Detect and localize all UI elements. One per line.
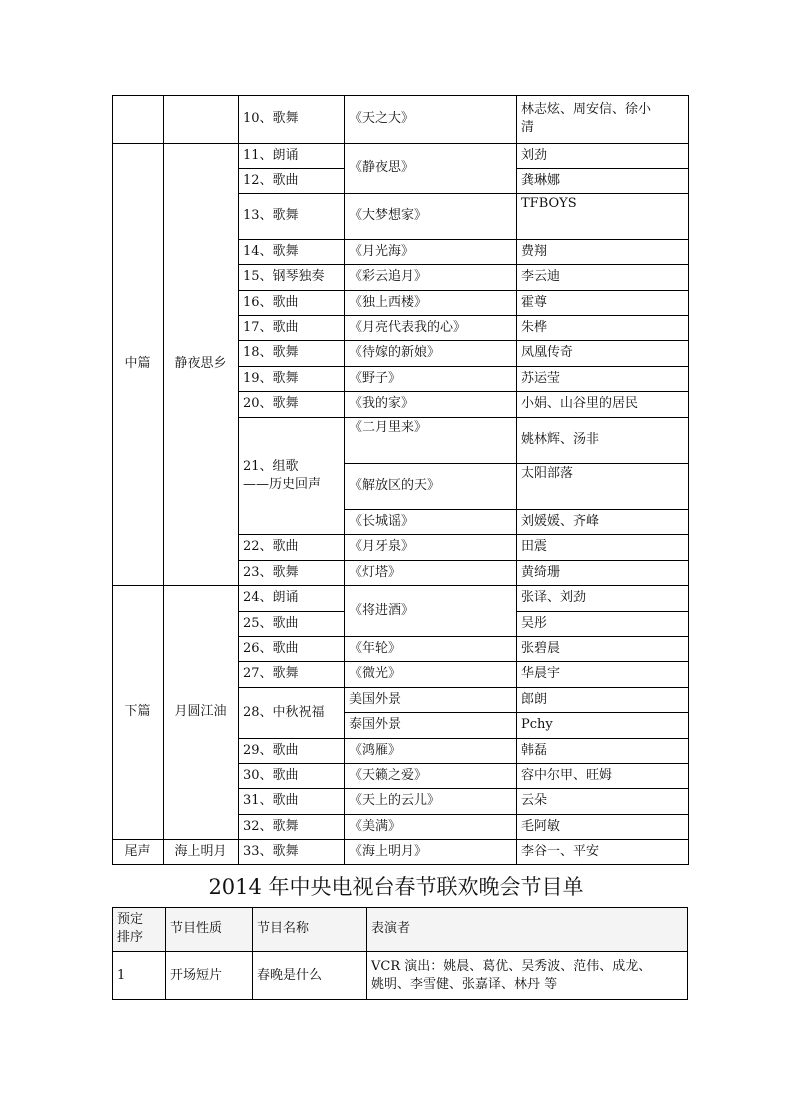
program-title-cell: 美国外景 [349, 691, 402, 707]
performer-cell: 苏运莹 [521, 370, 561, 386]
program-item-cell: 20、歌舞 [243, 396, 299, 411]
performer-cell: 龚琳娜 [521, 172, 561, 188]
performer-cell: 容中尔甲、旺姆 [521, 767, 613, 783]
program-item-cell: 22、歌曲 [243, 539, 299, 554]
program-table-2014-spring-gala [112, 907, 688, 1000]
program-title-cell: 《彩云追月》 [349, 269, 428, 284]
program-title-cell: 《美满》 [349, 818, 402, 834]
program-title-cell: 《天之大》 [349, 111, 415, 126]
program-item-cell: 32、歌舞 [243, 818, 299, 834]
table-cell-performers: VCR 演出：姚晨、葛优、吴秀波、范伟、成龙、 姚明、李雪健、张嘉译、林丹 等 [371, 958, 652, 992]
program-title-cell: 《独上西楼》 [349, 294, 428, 310]
program-item-cell: 29、歌曲 [243, 742, 299, 758]
program-item-cell: 27、歌舞 [243, 666, 299, 681]
program-title-cell: 《灯塔》 [349, 564, 402, 580]
section-name-cell: 下篇 [124, 704, 151, 719]
program-title-cell: 《年轮》 [349, 640, 402, 656]
program-title-cell: 泰国外景 [349, 717, 402, 732]
header-performers: 表演者 [371, 921, 411, 936]
program-item-cell: 28、中秋祝福 [243, 704, 325, 720]
performer-cell: 小娟、山谷里的居民 [521, 396, 639, 411]
program-item-cell: 26、歌曲 [243, 640, 299, 656]
program-title-cell: 《野子》 [349, 370, 402, 386]
program-title-cell: 《解放区的天》 [349, 478, 441, 493]
program-item-cell: 33、歌舞 [243, 843, 299, 859]
program-title-cell: 《将进酒》 [349, 602, 415, 618]
program-title-cell: 《大梦想家》 [349, 208, 428, 223]
section-theme-cell [163, 95, 238, 143]
program-item-cell: 12、歌曲 [243, 172, 299, 188]
performer-cell: 毛阿敏 [521, 818, 561, 834]
header-program-name: 节目名称 [257, 921, 310, 936]
performer-cell: 朱桦 [521, 319, 548, 335]
program-item-cell: 24、朗诵 [243, 590, 299, 605]
program-title-cell: 《待嫁的新娘》 [349, 345, 441, 360]
performer-cell: Pchy [521, 717, 553, 732]
performer-cell: 林志炫、周安信、徐小 清 [521, 102, 652, 135]
program-item-cell: 17、歌曲 [243, 319, 299, 335]
performer-cell: 霍尊 [521, 294, 548, 310]
program-item-cell: 11、朗诵 [243, 147, 299, 163]
program-title-cell: 《天籁之爱》 [349, 767, 428, 783]
program-item-cell: 23、歌舞 [243, 564, 299, 580]
table-cell-name: 春晚是什么 [257, 967, 323, 983]
performer-cell: 吴彤 [521, 615, 548, 631]
program-item-cell: 14、歌舞 [243, 243, 299, 259]
performer-cell: 韩磊 [521, 742, 548, 758]
performer-cell: 李谷一、平安 [521, 843, 600, 859]
header-program-type: 节目性质 [170, 921, 223, 936]
program-item-cell: 31、歌曲 [243, 793, 299, 808]
performer-cell: 黄绮珊 [521, 564, 561, 580]
performer-cell: 张译、刘劲 [521, 590, 587, 605]
section-name-cell: 中篇 [124, 356, 151, 371]
program-title-cell: 《鸿雁》 [349, 742, 402, 758]
program-title-cell: 《我的家》 [349, 396, 415, 411]
performer-cell: 李云迪 [521, 269, 561, 284]
program-title-cell: 《静夜思》 [349, 160, 415, 175]
program-item-cell: 16、歌曲 [243, 294, 299, 310]
performer-cell: 刘媛媛、齐峰 [521, 513, 600, 529]
program-title-cell: 《天上的云儿》 [349, 793, 441, 808]
section-theme-cell: 静夜思乡 [174, 356, 227, 371]
performer-cell: 太阳部落 [521, 466, 574, 481]
program-title-cell: 《微光》 [349, 666, 402, 681]
section-name-cell: 尾声 [124, 843, 151, 859]
program-title-cell: 《月亮代表我的心》 [349, 319, 467, 335]
performer-cell: 张碧晨 [521, 640, 561, 656]
program-title-cell: 《长城谣》 [349, 513, 415, 529]
program-item-cell: 10、歌舞 [243, 111, 299, 126]
section-theme-cell: 海上明月 [174, 843, 227, 859]
program-title-cell: 《二月里来》 [349, 420, 428, 435]
performer-cell: 郎朗 [521, 691, 548, 707]
performer-cell: 田震 [521, 539, 548, 554]
program-item-cell: 19、歌舞 [243, 370, 299, 386]
performer-cell: 云朵 [521, 793, 548, 808]
table-cell-type: 开场短片 [170, 967, 223, 983]
table-cell-order: 1 [117, 967, 126, 983]
page-title: 2014 年中央电视台春节联欢晚会节目单 [208, 875, 584, 899]
program-title-cell: 《海上明月》 [349, 843, 428, 859]
performer-cell: 费翔 [521, 243, 548, 259]
section-name-cell [112, 95, 163, 143]
program-item-cell: 15、钢琴独奏 [243, 269, 325, 284]
performer-cell: 姚林辉、汤非 [521, 432, 600, 447]
program-item-cell: 18、歌舞 [243, 345, 299, 360]
program-item-cell: 21、组歌 ——历史回声 [243, 458, 322, 492]
program-item-cell: 30、歌曲 [243, 767, 299, 783]
program-title-cell: 《月光海》 [349, 243, 415, 259]
program-item-cell: 13、歌舞 [243, 208, 299, 223]
program-item-cell: 25、歌曲 [243, 615, 299, 631]
performer-cell: TFBOYS [521, 196, 577, 211]
performer-cell: 华晨宇 [521, 666, 561, 681]
program-title-cell: 《月牙泉》 [349, 539, 415, 554]
header-order: 预定 排序 [117, 912, 144, 945]
performer-cell: 刘劲 [521, 147, 548, 163]
section-theme-cell: 月圆江油 [174, 704, 227, 719]
performer-cell: 凤凰传奇 [521, 345, 574, 360]
